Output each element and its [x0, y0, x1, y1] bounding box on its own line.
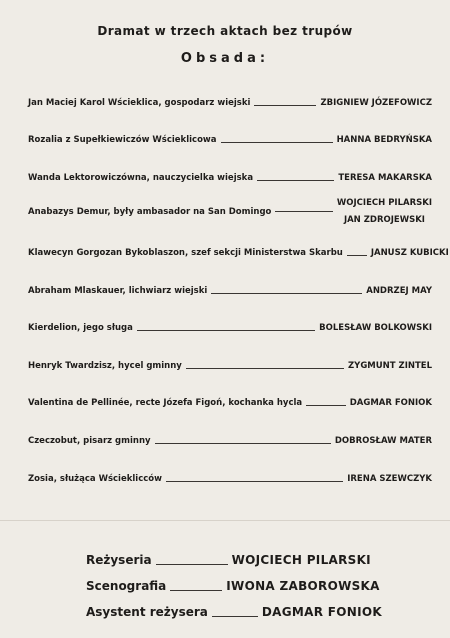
role-name: Kierdelion, jego sługa	[28, 323, 133, 334]
actor-name: ANDRZEJ MAY	[366, 285, 432, 296]
dotted-leader	[347, 255, 367, 256]
cast-row	[28, 80, 432, 118]
role-name: Abraham Mlaskauer, lichwiarz wiejski	[28, 285, 208, 296]
cast-row	[28, 268, 432, 306]
actor-name: TERESA MAKARSKA	[338, 172, 432, 183]
role-name: Rozalia z Supełkiewiczów Wścieklicowa	[28, 135, 217, 146]
credit-row	[86, 593, 382, 619]
role-name: Anabazys Demur, były ambasador na San Domingo	[28, 206, 272, 217]
role-name: Klawecyn Gorgozan Bykoblaszon, szef sekcji Ministerstwa Skarbu	[28, 247, 343, 258]
role-name: Wanda Lektorowiczówna, nauczycielka wiejska	[28, 172, 254, 183]
role-name: Henryk Twardzisz, hycel gminny	[28, 360, 182, 371]
actor-names	[337, 195, 432, 227]
dotted-leader	[254, 105, 316, 106]
cast-list	[28, 80, 449, 494]
cast-row	[28, 230, 449, 268]
cast-row	[28, 306, 432, 344]
credit-name: WOJCIECH PILARSKI	[231, 553, 371, 567]
cast-heading: Obsada:	[180, 51, 270, 66]
cast-row	[28, 155, 432, 193]
actor-name: IRENA SZEWCZYK	[347, 473, 432, 484]
credit-leader	[170, 590, 222, 591]
play-title: Dramat w trzech aktach bez trupów	[97, 24, 353, 38]
dotted-leader	[211, 293, 362, 294]
credit-row	[86, 567, 382, 593]
credit-leader	[212, 616, 258, 617]
actor-name: ZBIGNIEW JÓZEFOWICZ	[320, 97, 432, 108]
dotted-leader	[137, 330, 315, 331]
dotted-leader	[275, 211, 333, 212]
production-credits	[86, 541, 382, 619]
cast-row	[28, 193, 432, 231]
cast-row	[28, 343, 432, 381]
role-name: Valentina de Pellinée, recte Józefa Figoń, kochanka hycla	[28, 398, 303, 409]
actor-name: JAN ZDROJEWSKI	[343, 214, 425, 225]
credit-label: Reżyseria	[86, 553, 152, 567]
actor-name: DOBROSŁAW MATER	[334, 435, 432, 446]
credit-leader	[156, 564, 228, 565]
role-name: Czeczobut, pisarz gminny	[28, 435, 151, 446]
credit-row	[86, 541, 382, 567]
actor-name: DAGMAR FONIOK	[349, 398, 432, 409]
cast-row	[28, 381, 432, 419]
dotted-leader	[257, 180, 334, 181]
dotted-leader	[221, 142, 333, 143]
dotted-leader	[306, 405, 346, 406]
actor-name: ZYGMUNT ZINTEL	[348, 360, 432, 371]
dotted-leader	[166, 481, 343, 482]
role-name: Zosia, służąca Wścieklicców	[28, 473, 162, 484]
credit-label: Asystent reżysera	[86, 605, 208, 619]
actor-name: JANUSZ KUBICKI	[370, 247, 449, 258]
dotted-leader	[155, 443, 331, 444]
actor-name: WOJCIECH PILARSKI	[336, 198, 432, 209]
cast-row	[28, 118, 432, 156]
actor-name: BOLESŁAW BOLKOWSKI	[319, 323, 432, 334]
paper-fold-line	[0, 520, 450, 521]
actor-name: HANNA BEDRYŃSKA	[336, 135, 432, 146]
credit-name: IWONA ZABOROWSKA	[226, 579, 380, 593]
cast-row	[28, 418, 432, 456]
role-name: Jan Maciej Karol Wścieklica, gospodarz wiejski	[28, 97, 251, 108]
dotted-leader	[186, 368, 344, 369]
credit-name: DAGMAR FONIOK	[261, 605, 382, 619]
credit-label: Scenografia	[86, 579, 167, 593]
cast-row	[28, 456, 432, 494]
